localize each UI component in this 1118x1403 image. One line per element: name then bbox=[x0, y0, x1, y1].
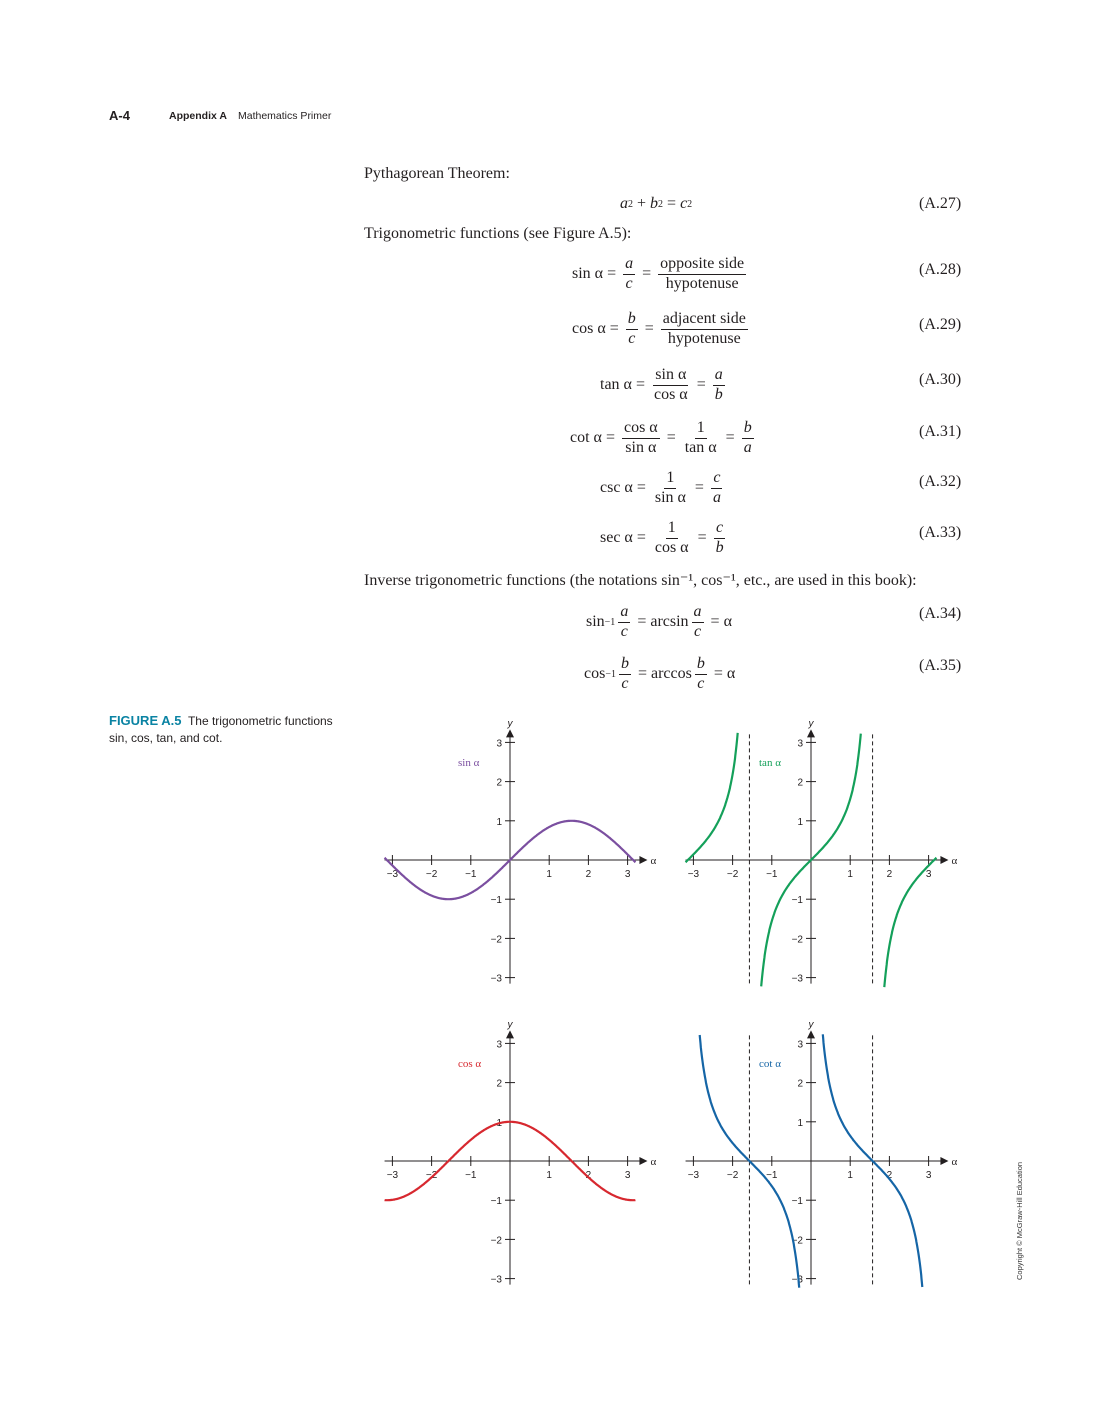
tan-y-tick-label: −3 bbox=[791, 973, 803, 985]
appendix-title: Mathematics Primer bbox=[238, 110, 332, 122]
tan-x-tick-label: −2 bbox=[726, 869, 739, 880]
tan-y-tick-label: −2 bbox=[791, 934, 803, 946]
equation-a29: cos α = $\frac{b}{c}$ = $\frac{\text{adjacent side}}{\text{hypotenuse}}$ bbox=[572, 310, 746, 347]
figure-caption-text: The trigonometric functions sin, cos, tan, and cot. bbox=[109, 714, 333, 745]
sin-x-arrow bbox=[639, 856, 647, 864]
cot-y-tick-label: −1 bbox=[791, 1196, 803, 1208]
equation-a30: tan α = $\frac{\text{sin α}}{\text{cos α}}$ = $\frac{a}{b}$ bbox=[600, 366, 723, 403]
cos-x-tick-label: −2 bbox=[425, 1170, 438, 1181]
sin-y-tick-label: 2 bbox=[496, 777, 502, 789]
cot-x-tick-label: −3 bbox=[687, 1170, 700, 1181]
tan-x-tick-label: 3 bbox=[925, 869, 932, 880]
cot-y-tick-label: −3 bbox=[791, 1274, 803, 1286]
equation-a35: cos −1 $\frac{b}{c}$ = arccos $\frac{b}{c}$ = α bbox=[584, 655, 736, 692]
sin-x-tick-label: −1 bbox=[465, 869, 477, 880]
sin-x-tick-label: 3 bbox=[624, 869, 631, 880]
cot-y-tick-label: 2 bbox=[797, 1078, 803, 1090]
cos-x-label: α bbox=[650, 1156, 657, 1168]
trig-intro: Trigonometric functions (see Figure A.5): bbox=[364, 225, 632, 242]
appendix-label: Appendix A bbox=[169, 110, 227, 122]
cos-x-tick-label: −1 bbox=[465, 1170, 477, 1181]
tan-y-tick-label: 1 bbox=[797, 816, 803, 828]
cot-x-arrow bbox=[940, 1157, 948, 1165]
cos-title: cos α bbox=[458, 1058, 482, 1070]
cot-x-label: α bbox=[951, 1156, 958, 1168]
cos-y-tick-label: 3 bbox=[496, 1039, 502, 1051]
inverse-intro: Inverse trigonometric functions (the notations sin⁻¹, cos⁻¹, etc., are used in this book): bbox=[364, 572, 917, 589]
sin-x-label: α bbox=[650, 855, 657, 867]
tan-y-label: y bbox=[808, 718, 814, 730]
tan-y-tick-label: −1 bbox=[791, 895, 803, 907]
equation-a31: cot α = $\frac{\text{cos α}}{\text{sin α}}$ = $\frac{1}{\text{tan α}}$ = $\frac{b}{a}$ bbox=[570, 419, 752, 456]
cos-y-tick-label: 2 bbox=[496, 1078, 502, 1090]
tan-y-arrow bbox=[807, 729, 815, 737]
cos-y-tick-label: −2 bbox=[490, 1235, 502, 1247]
sin-y-tick-label: 3 bbox=[496, 738, 502, 750]
sin-y-tick-label: 1 bbox=[496, 816, 502, 828]
equation-number-a29: (A.29) bbox=[919, 316, 962, 333]
equation-number-a32: (A.32) bbox=[919, 473, 962, 490]
cot-y-tick-label: 3 bbox=[797, 1039, 803, 1051]
equation-a33: sec α = $\frac{1}{\text{cos α}}$ = $\frac{c}{b}$ bbox=[600, 519, 724, 556]
copyright-notice: Copyright © McGraw-Hill Education bbox=[1015, 1161, 1024, 1280]
cos-y-tick-label: 1 bbox=[496, 1117, 502, 1129]
tan-x-tick-label: 2 bbox=[886, 869, 893, 880]
cos-x-tick-label: 1 bbox=[546, 1170, 552, 1181]
cot-title: cot α bbox=[759, 1058, 781, 1070]
equation-a32: csc α = $\frac{1}{\text{sin α}}$ = $\frac{c}{a}$ bbox=[600, 469, 721, 506]
equation-a27: a 2 + b 2 = c 2 bbox=[620, 195, 693, 212]
cot-y-arrow bbox=[807, 1030, 815, 1038]
tan-y-tick-label: 2 bbox=[797, 777, 803, 789]
equation-a28: sin α = $\frac{a}{c}$ = $\frac{\text{opposite side}}{\text{hypotenuse}}$ bbox=[572, 255, 745, 292]
cos-y-label: y bbox=[507, 1019, 513, 1031]
cos-y-arrow bbox=[506, 1030, 514, 1038]
cot-y-tick-label: 1 bbox=[797, 1117, 803, 1129]
sin-x-tick-label: 2 bbox=[585, 869, 592, 880]
equation-number-a35: (A.35) bbox=[919, 657, 962, 674]
page-number: A-4 bbox=[109, 108, 130, 123]
cot-x-tick-label: 3 bbox=[925, 1170, 932, 1181]
cos-x-tick-label: 2 bbox=[585, 1170, 592, 1181]
cos-y-tick-label: −3 bbox=[490, 1274, 502, 1286]
equation-number-a27: (A.27) bbox=[919, 195, 962, 212]
figure-label: FIGURE A.5 bbox=[109, 713, 182, 728]
tan-x-tick-label: −1 bbox=[766, 869, 778, 880]
equation-number-a33: (A.33) bbox=[919, 524, 962, 541]
tan-x-tick-label: −3 bbox=[687, 869, 700, 880]
tan-x-tick-label: 1 bbox=[847, 869, 853, 880]
equation-number-a31: (A.31) bbox=[919, 423, 962, 440]
equation-number-a28: (A.28) bbox=[919, 261, 962, 278]
tan-title: tan α bbox=[759, 757, 781, 769]
cot-y-tick-label: −2 bbox=[791, 1235, 803, 1247]
cos-x-tick-label: 3 bbox=[624, 1170, 631, 1181]
sin-y-label: y bbox=[507, 718, 513, 730]
cot-x-tick-label: 1 bbox=[847, 1170, 853, 1181]
sin-x-tick-label: −2 bbox=[425, 869, 438, 880]
sin-x-tick-label: −3 bbox=[386, 869, 399, 880]
sin-title: sin α bbox=[458, 757, 480, 769]
sin-y-tick-label: −1 bbox=[490, 895, 502, 907]
sin-x-tick-label: 1 bbox=[546, 869, 552, 880]
equation-number-a30: (A.30) bbox=[919, 371, 962, 388]
tan-x-label: α bbox=[951, 855, 958, 867]
equation-number-a34: (A.34) bbox=[919, 605, 962, 622]
sin-y-arrow bbox=[506, 729, 514, 737]
tan-x-arrow bbox=[940, 856, 948, 864]
sin-y-tick-label: −2 bbox=[490, 934, 502, 946]
tan-y-tick-label: 3 bbox=[797, 738, 803, 750]
cot-y-label: y bbox=[808, 1019, 814, 1031]
cos-y-tick-label: −1 bbox=[490, 1196, 502, 1208]
cos-x-tick-label: −3 bbox=[386, 1170, 399, 1181]
cos-x-arrow bbox=[639, 1157, 647, 1165]
cot-x-tick-label: 2 bbox=[886, 1170, 893, 1181]
cot-x-tick-label: −2 bbox=[726, 1170, 739, 1181]
sin-y-tick-label: −3 bbox=[490, 973, 502, 985]
cot-x-tick-label: −1 bbox=[766, 1170, 778, 1181]
equation-a34: sin −1 $\frac{a}{c}$ = arcsin $\frac{a}{c}$ = α bbox=[586, 603, 732, 640]
pythagorean-intro: Pythagorean Theorem: bbox=[364, 165, 510, 182]
